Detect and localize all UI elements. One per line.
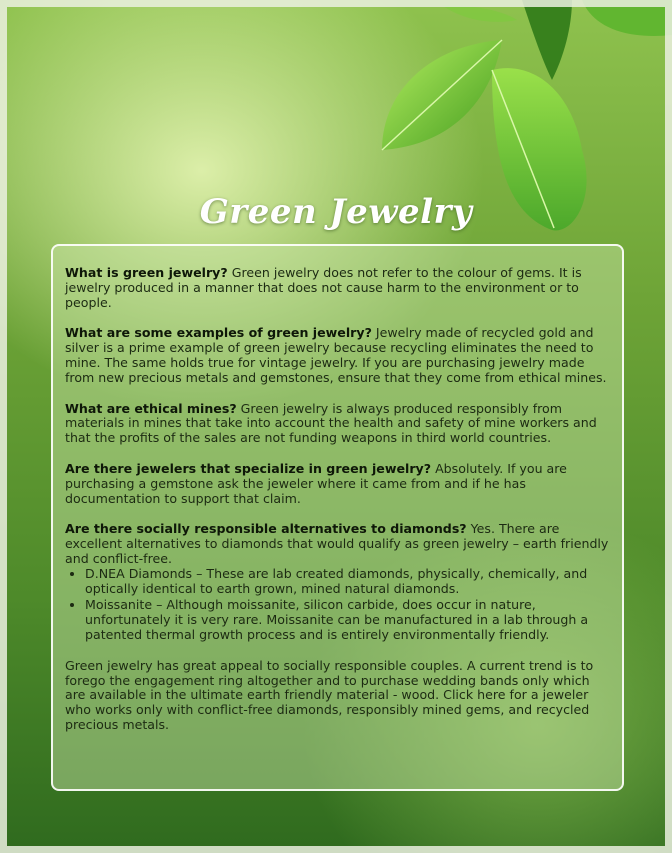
faq-question: Are there socially responsible alternatives to diamonds?	[65, 521, 467, 537]
alternatives-list	[65, 567, 612, 643]
faq-question: Are there jewelers that specialize in green jewelry?	[65, 460, 432, 476]
faq-answer: Yes. There are excellent alternatives to diamonds that would qualify as green jewelry – earth friendly and conflict-free.	[65, 521, 609, 566]
faq-answer: Absolutely. If you are purchasing a gemstone ask the jeweler where it came from and if he has documentation to support that claim.	[65, 460, 567, 506]
faq-item	[65, 266, 612, 310]
faq-answer: Green jewelry is always produced responsibly from materials in mines that take into account the health and safety of mine workers and that the profits of the sales are not funding weapons in third world countries.	[65, 400, 597, 446]
page-title: Green Jewelry	[199, 192, 473, 232]
list-item: • D.NEA Diamonds – These are lab created diamonds, physically, chemically, and optically identical to earth grown, mined natural diamonds.	[85, 567, 612, 597]
faq-item	[65, 326, 612, 385]
closing-paragraph: Green jewelry has great appeal to socially responsible couples. A current trend is to forego the engagement ring altogether and to purchase wedding bands only which are available in the ultimate earth friendly material - wood. Click here for a jeweler who works only with conflict-free diamonds, responsibly mined gems, and recycled precious metals.	[65, 657, 594, 732]
faq-question: What are some examples of green jewelry?	[65, 325, 372, 341]
faq-item	[65, 462, 612, 506]
faq-item	[65, 402, 612, 446]
faq-item	[65, 522, 612, 566]
faq-question: What is green jewelry?	[65, 265, 228, 280]
faq-question: What are ethical mines?	[65, 400, 237, 416]
faq-answer: Jewelry made of recycled gold and silver is a prime example of green jewelry because recycling eliminates the need to mine. The same holds true for vintage jewelry. If you are purchasing jewelry made from new precious metals and gemstones, ensure that they come from ethical mines.	[65, 325, 607, 385]
content-panel	[51, 244, 624, 791]
faq-answer: Green jewelry does not refer to the colour of gems. It is jewelry produced in a manner that does not cause harm to the environment or to people.	[65, 265, 582, 310]
list-item: • Moissanite – Although moissanite, silicon carbide, does occur in nature, unfortunately it is very rare. Moissanite can be manufactured in a lab through a patented thermal growth process and is entirely environmentally friendly.	[85, 598, 612, 642]
